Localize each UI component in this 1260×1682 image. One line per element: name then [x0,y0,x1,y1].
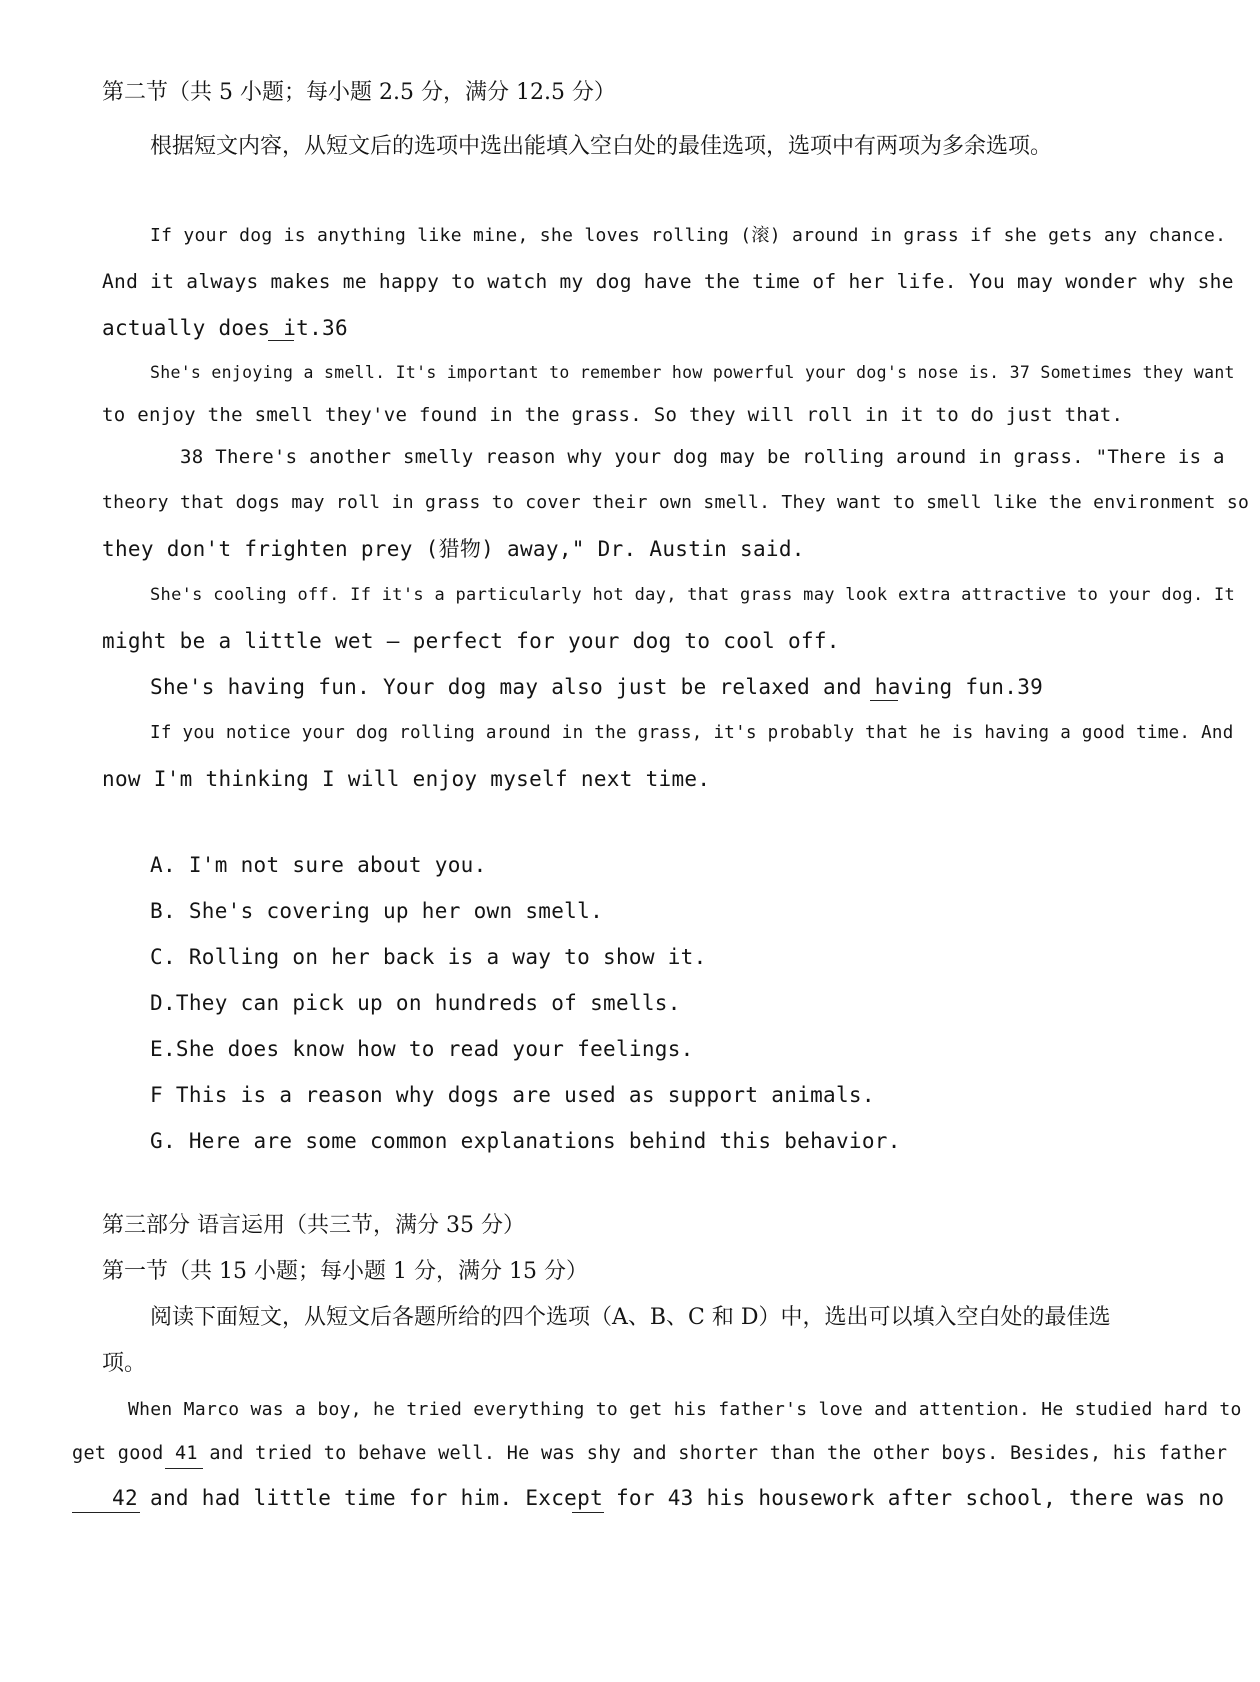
part-instruction-line2: 项。 [102,1351,147,1376]
blank-36[interactable]: 36 [322,316,348,340]
passage-p1-line2: And it always makes me happy to watch my dog have the time of her life. You may wonder why she [102,270,1234,293]
subsection-heading: 第一节（共 15 小题；每小题 1 分，满分 15 分） [102,1259,588,1284]
blank-41[interactable]: 41 [174,1443,198,1464]
passage-p5-line1 [150,673,1043,701]
passage-p6-line2: now I'm thinking I will enjoy myself next time. [102,767,711,791]
passage-text: actually does it. [102,316,323,340]
passage-text: away," Dr. Austin said. [507,537,805,561]
cloze-line1: When Marco was a boy, he tried everything to get his father's love and attention. He studied hard to [128,1399,1242,1420]
option-a: A. I'm not sure about you. [150,853,487,877]
cloze-line2 [72,1440,1227,1468]
blank-38[interactable]: 38 [180,446,204,468]
gloss-note: (滚) [740,225,781,246]
passage-p4-line2: might be a little wet — perfect for your dog to cool off. [102,629,840,653]
cloze-text: get good [72,1443,164,1464]
passage-p3-line1 [180,443,1225,471]
option-f: F This is a reason why dogs are used as support animals. [150,1083,875,1107]
blank-42[interactable]: 42 [112,1486,138,1510]
part-heading: 第三部分 语言运用（共三节，满分 35 分） [102,1213,525,1238]
cloze-text: and tried to behave well. He was shy and shorter than the other boys. Besides, his father [209,1443,1228,1464]
passage-p3-line3 [102,535,805,563]
passage-p4-line1: She's cooling off. If it's a particularly hot day, that grass may look extra attractive to your dog. It [150,585,1236,605]
blank-43[interactable]: 43 [667,1486,694,1510]
section-instruction: 根据短文内容，从短文后的选项中选出能填入空白处的最佳选项，选项中有两项为多余选项。 [150,134,1053,159]
section-heading: 第二节（共 5 小题；每小题 2.5 分，满分 12.5 分） [102,80,616,105]
underline-mark [268,340,294,341]
blank-39[interactable]: 39 [1017,675,1044,699]
passage-p2-line2: to enjoy the smell they've found in the grass. So they will roll in it to do just that. [102,404,1124,426]
passage-text: "There is a [1095,446,1225,468]
passage-text: There's another smelly reason why your dog may be rolling around in grass. [215,446,1084,468]
passage-text: they don't frighten prey [102,537,413,561]
cloze-line3 [150,1484,1224,1512]
passage-p3-line2: theory that dogs may roll in grass to cover their own smell. They want to smell like the environment so [102,492,1250,513]
passage-p1-line1 [150,222,1226,250]
passage-p1-line3 [102,314,348,342]
underline-mark [572,1512,604,1513]
cloze-text: his housework after school, there was no [706,1486,1225,1510]
option-d: D.They can pick up on hundreds of smells. [150,991,681,1015]
option-b: B. She's covering up her own smell. [150,899,604,923]
passage-text: She's having fun. Your dog may also just be relaxed and having fun. [150,675,1018,699]
underline-mark [72,1512,140,1513]
gloss-note: (猎物) [425,537,495,561]
passage-text: If your dog is anything like mine, she loves rolling [150,225,730,246]
option-g: G. Here are some common explanations behind this behavior. [150,1129,901,1153]
underline-mark [870,700,898,701]
passage-text: around in grass if she gets any chance. [791,225,1227,246]
passage-p6-line1: If you notice your dog rolling around in the grass, it's probably that he is having a good time. And [150,723,1234,743]
part-instruction-line1: 阅读下面短文，从短文后各题所给的四个选项（A、B、C 和 D）中，选出可以填入空白处的最佳选 [150,1305,1111,1330]
option-e: E.She does know how to read your feelings. [150,1037,694,1061]
passage-p2-line1: She's enjoying a smell. It's important to remember how powerful your dog's nose is. 37 Sometimes they want [150,363,1235,382]
underline-mark [165,1468,203,1469]
option-c: C. Rolling on her back is a way to show it. [150,945,707,969]
cloze-text: and had little time for him. Except for [150,1486,655,1510]
